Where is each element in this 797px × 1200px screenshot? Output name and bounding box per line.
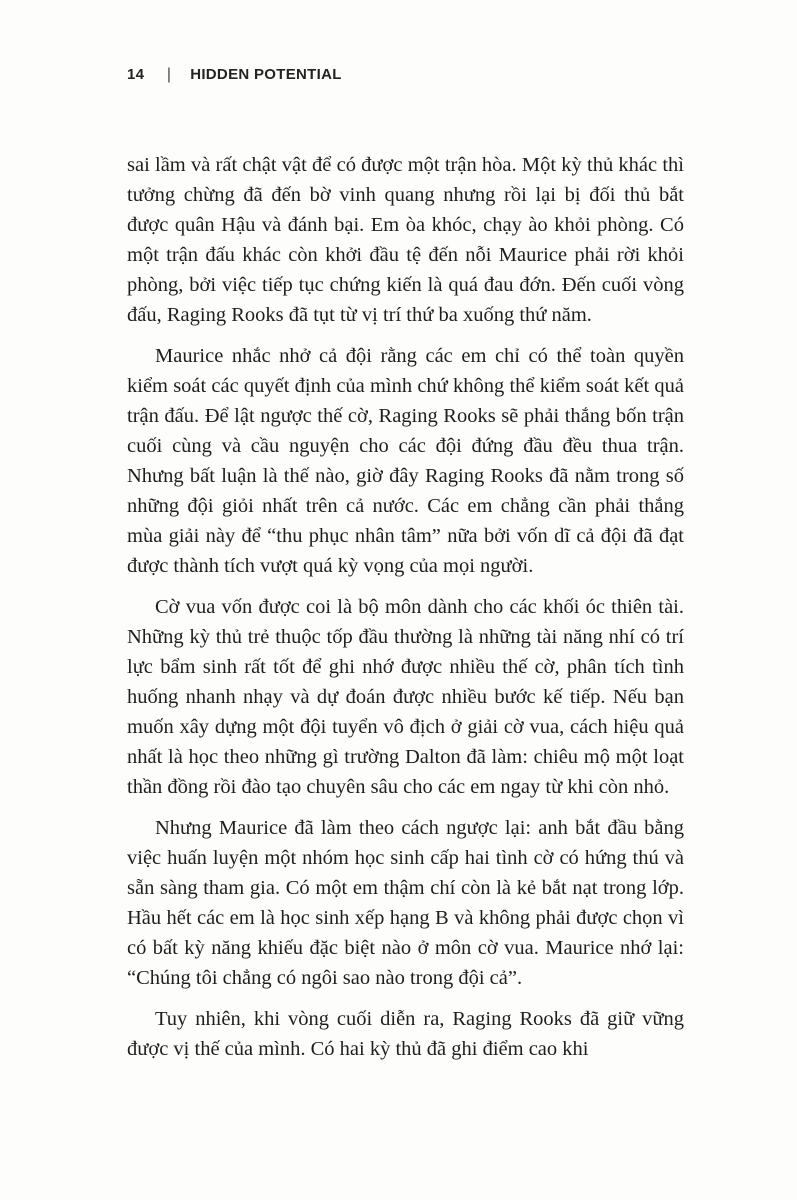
body-paragraph: Tuy nhiên, khi vòng cuối diễn ra, Raging Rooks đã giữ vững được vị thế của mình. Có hai kỳ thủ đã ghi điểm cao khi bbox=[127, 1008, 684, 1060]
book-title: HIDDEN POTENTIAL bbox=[190, 66, 342, 83]
header-divider: | bbox=[167, 65, 172, 84]
body-paragraph: Cờ vua vốn được coi là bộ môn dành cho các khối óc thiên tài. Những kỳ thủ trẻ thuộc tốp đầu thường là những tài năng nhí có trí lực bẩm sinh rất tốt để ghi nhớ được nhiều thế cờ, phân tích tình huống nhanh nhạy và dự đoán được nhiều bước kế tiếp. Nếu bạn muốn xây dựng một đội tuyển vô địch ở giải cờ vua, cách hiệu quả nhất là học theo những gì trường Dalton đã làm: chiêu mộ một loạt thần đồng rồi đào tạo chuyên sâu cho các em ngay từ khi còn nhỏ. bbox=[127, 596, 684, 798]
body-paragraph: Maurice nhắc nhở cả đội rằng các em chỉ có thể toàn quyền kiểm soát các quyết định của mình chứ không thể kiểm soát kết quả trận đấu. Để lật ngược thế cờ, Raging Rooks sẽ phải thắng bốn trận cuối cùng và cầu nguyện cho các đội đứng đầu đều thua trận. Nhưng bất luận là thế nào, giờ đây Raging Rooks đã nằm trong số những đội giỏi nhất trên cả nước. Các em chẳng cần phải thắng mùa giải này để “thu phục nhân tâm” nữa bởi vốn dĩ cả đội đã đạt được thành tích vượt quá kỳ vọng của mọi người. bbox=[127, 345, 684, 577]
body-paragraph: sai lầm và rất chật vật để có được một trận hòa. Một kỳ thủ khác thì tưởng chừng đã đến bờ vinh quang nhưng rồi lại bị đối thủ bắt được quân Hậu và đánh bại. Em òa khóc, chạy ào khỏi phòng. Có một trận đấu khác còn khởi đầu tệ đến nỗi Maurice phải rời khỏi phòng, bởi việc tiếp tục chứng kiến là quá đau đớn. Đến cuối vòng đấu, Raging Rooks đã tụt từ vị trí thứ ba xuống thứ năm. bbox=[127, 154, 684, 326]
body-paragraph: Nhưng Maurice đã làm theo cách ngược lại: anh bắt đầu bằng việc huấn luyện một nhóm học sinh cấp hai tình cờ có hứng thú và sẵn sàng tham gia. Có một em thậm chí còn là kẻ bắt nạt trong lớp. Hầu hết các em là học sinh xếp hạng B và không phải được chọn vì có bất kỳ năng khiếu đặc biệt nào ở môn cờ vua. Maurice nhớ lại: “Chúng tôi chẳng có ngôi sao nào trong đội cả”. bbox=[127, 817, 684, 989]
page-number: 14 bbox=[127, 66, 145, 83]
page-body bbox=[127, 150, 684, 1075]
running-header bbox=[127, 66, 342, 83]
